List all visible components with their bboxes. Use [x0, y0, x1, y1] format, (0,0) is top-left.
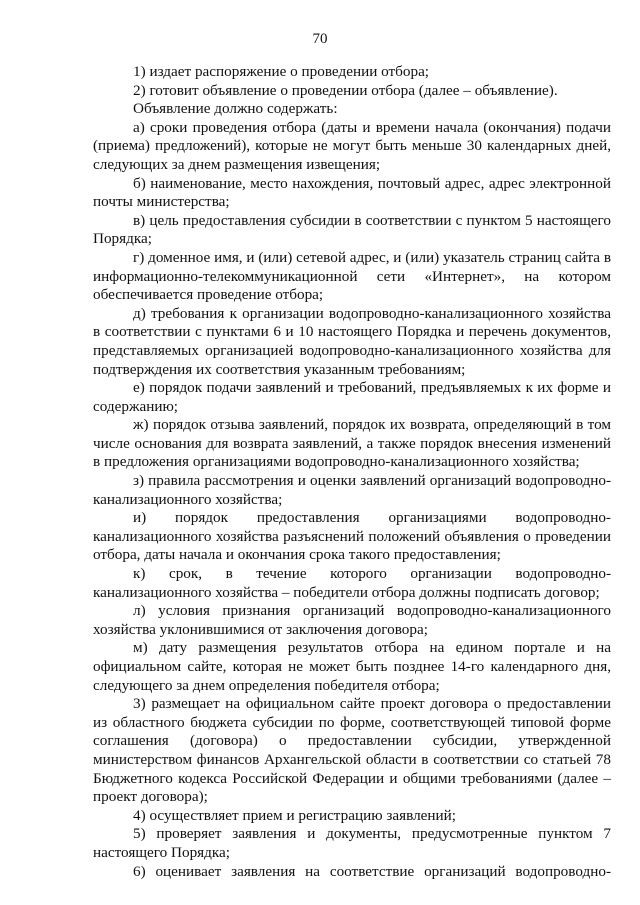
paragraph-2: 2) готовит объявление о проведении отбора (далее – объявление). — [133, 81, 558, 99]
paragraph-v: в) цель предоставления субсидии в соответствии с пунктом 5 настоящего Порядка; — [93, 211, 611, 248]
paragraph-g: г) доменное имя, и (или) сетевой адрес, и (или) указатель страниц сайта в информационно-телекоммуникационной сети «Интернет», на котором обеспечивается проведение отбора; — [93, 248, 611, 304]
paragraph-i: и) порядок предоставления организациями водопроводно-канализационного хозяйства разъяснений положений объявления о проведении отбора, даты начала и окончания срока такого предоставления; — [93, 509, 611, 564]
paragraph-l: л) условия признания организаций водопроводно-канализационного хозяйства уклонившимися от заключения договора; — [93, 602, 611, 638]
document-body — [93, 63, 611, 881]
paragraph-3: 3) размещает на официальном сайте проект договора о предоставлении из областного бюджета субсидии по форме, соответствующей типовой форме соглашения (договора) о предоставлении субсидии, утвержденной министерством финансов Архангельской области в соответствии со статьей 78 Бюджетного кодекса Российской Федерации и общими требованиями (далее – проект договора); — [93, 695, 611, 806]
paragraph-z: з) правила рассмотрения и оценки заявлений организаций водопроводно-канализационного хозяйства; — [93, 472, 611, 508]
paragraph-1: 1) издает распоряжение о проведении отбора; — [133, 63, 430, 80]
paragraph-6: 6) оценивает заявления на соответствие организаций водопроводно- — [133, 862, 611, 880]
paragraph-a: а) сроки проведения отбора (даты и времени начала (окончания) подачи (приема) предложений), которые не могут быть меньше 30 календарных дней, следующих за днем размещения извещения; — [93, 118, 611, 173]
paragraph-5: 5) проверяет заявления и документы, предусмотренные пунктом 7 настоящего Порядка; — [93, 825, 611, 861]
paragraph-b: б) наименование, место нахождения, почтовый адрес, адрес электронной почты министерства; — [93, 174, 611, 211]
paragraph-m: м) дату размещения результатов отбора на едином портале и на официальном сайте, которая не может быть позднее 14-го календарного дня, следующего за днем определения победителя отбора; — [93, 639, 611, 694]
paragraph-e: е) порядок подачи заявлений и требований, предъявляемых к их форме и содержанию; — [93, 379, 611, 415]
paragraph-announcement-intro: Объявление должно содержать: — [133, 100, 338, 118]
paragraph-k: к) срок, в течение которого организации водопроводно-канализационного хозяйства – победители отбора должны подписать договор; — [93, 565, 611, 601]
paragraph-d: д) требования к организации водопроводно-канализационного хозяйства в соответствии с пунктами 6 и 10 настоящего Порядка и перечень документов, представляемых организацией водопроводно-канализационного хозяйства для подтверждения их соответствия указанным требованиям; — [93, 304, 611, 378]
paragraph-zh: ж) порядок отзыва заявлений, порядок их возврата, определяющий в том числе основания для возврата заявлений, а также порядок внесения изменений в предложения организациями водопроводно-канализационного хозяйства; — [93, 416, 611, 471]
paragraph-4: 4) осуществляет прием и регистрацию заявлений; — [133, 806, 456, 824]
page-number: 70 — [312, 31, 328, 47]
